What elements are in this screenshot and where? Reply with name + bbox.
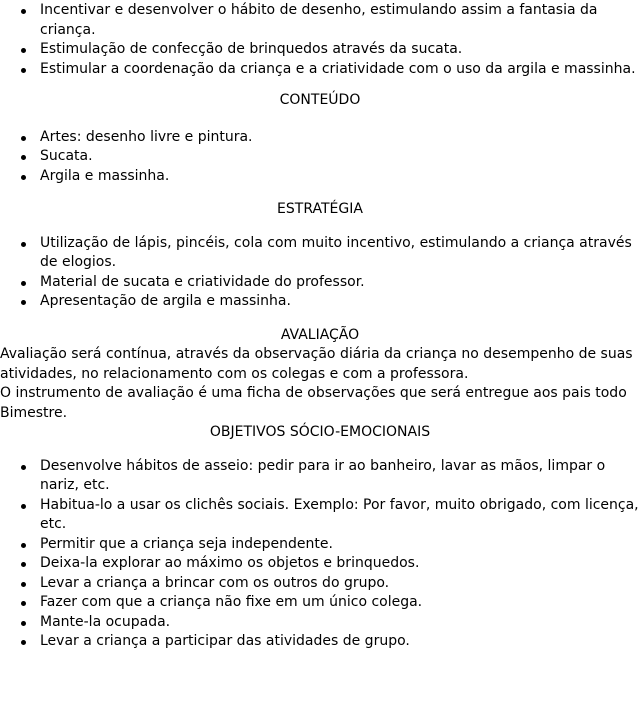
avaliacao-paragraph: Avaliação será contínua, através da observação diária da criança no desempenho de suas atividades, no relacionamento com os colegas e com a professora. [0,346,633,382]
list-item: Artes: desenho livre e pintura. [40,128,640,148]
list-item: Sucata. [40,147,640,167]
avaliacao-paragraph: O instrumento de avaliação é uma ficha de observações que será entregue aos pais todo Bimestre. [0,385,627,421]
list-item: Estimular a coordenação da criança e a criatividade com o uso da argila e massinha. [40,60,640,80]
avaliacao-heading: AVALIAÇÃO [280,326,360,343]
socioemocionais-list [0,457,640,652]
list-item: Levar a criança a brincar com os outros do grupo. [40,574,640,594]
list-item: Levar a criança a participar das atividades de grupo. [40,632,640,652]
socioemocionais-heading: OBJETIVOS SÓCIO-EMOCIONAIS [209,424,431,440]
list-item: Estimulação de confecção de brinquedos através da sucata. [40,40,640,60]
conteudo-list [0,128,640,187]
list-item: Deixa-la explorar ao máximo os objetos e brinquedos. [40,554,640,574]
list-item: Fazer com que a criança não fixe em um único colega. [40,593,640,613]
list-item: Permitir que a criança seja independente. [40,535,640,555]
list-item: Habitua-lo a usar os clichês sociais. Exemplo: Por favor, muito obrigado, com licença, etc. [40,496,640,535]
list-item: Apresentação de argila e massinha. [40,292,640,312]
estrategia-heading: ESTRATÉGIA [277,201,363,217]
list-item: Material de sucata e criatividade do professor. [40,273,640,293]
list-item: Desenvolve hábitos de asseio: pedir para ir ao banheiro, lavar as mãos, limpar o nariz, etc. [40,457,640,496]
list-item: Incentivar e desenvolver o hábito de desenho, estimulando assim a fantasia da criança. [40,1,640,40]
list-item: Mante-la ocupada. [40,613,640,633]
estrategia-list [0,234,640,312]
list-item: Utilização de lápis, pincéis, cola com muito incentivo, estimulando a criança através de elogios. [40,234,640,273]
objetivos-list [0,1,640,79]
conteudo-heading: CONTEÚDO [279,92,361,108]
list-item: Argila e massinha. [40,167,640,187]
